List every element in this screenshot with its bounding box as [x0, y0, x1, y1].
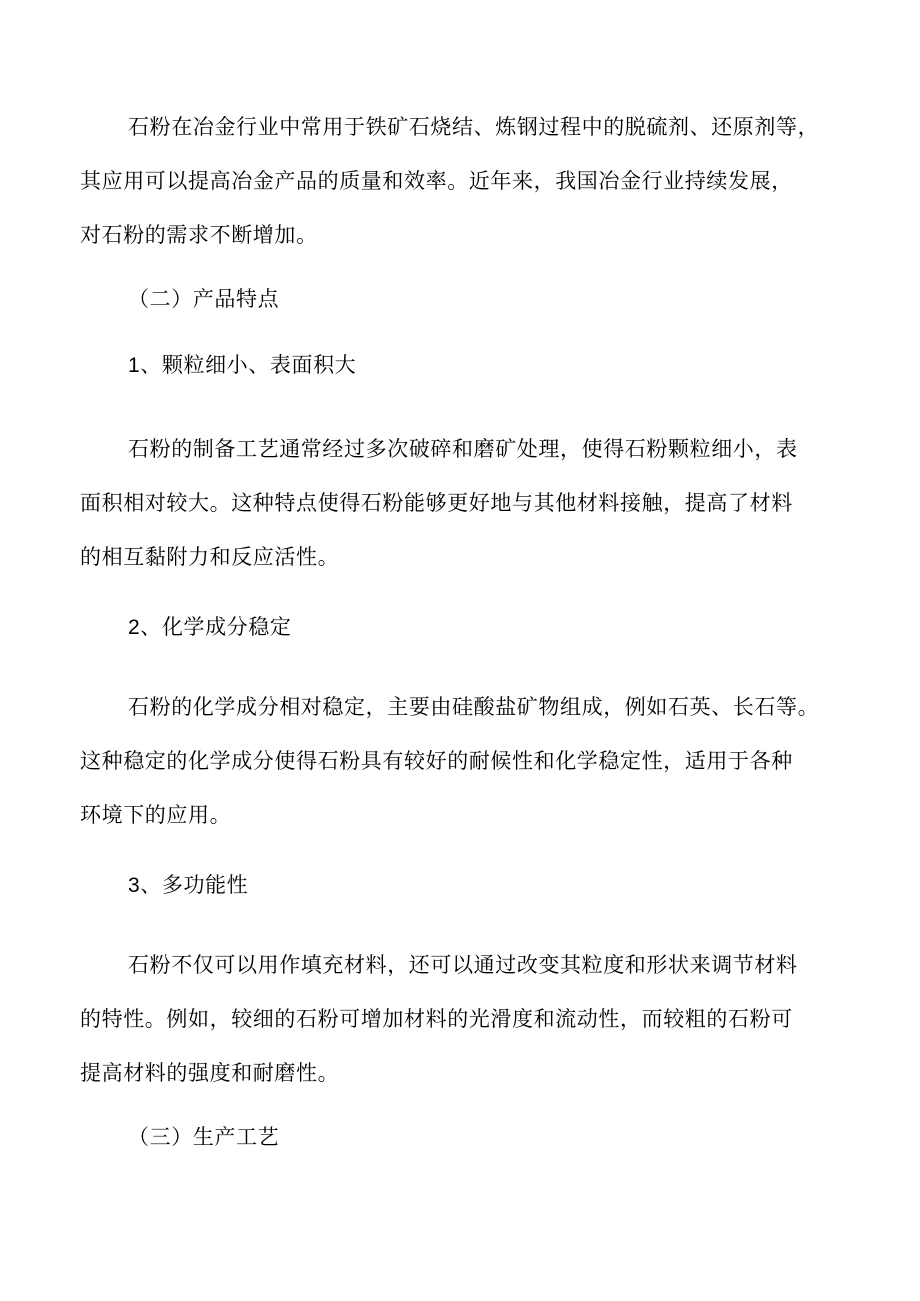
- paragraph-2-line-3: 的相互黏附力和反应活性。: [80, 545, 340, 569]
- paragraph-4-line-2: 的特性。例如，较细的石粉可增加材料的光滑度和流动性，而较粗的石粉可: [80, 1007, 793, 1031]
- paragraph-3-line-1: 石粉的化学成分相对稳定，主要由硅酸盐矿物组成，例如石英、长石等。: [128, 695, 820, 719]
- subheading-2: [128, 614, 291, 641]
- subheading-3-text: 、多功能性: [140, 873, 249, 897]
- subheading-3: [128, 872, 248, 899]
- subheading-1-text: 、颗粒细小、表面积大: [140, 353, 357, 377]
- subheading-3-number: 3: [128, 874, 141, 897]
- section-heading-production-process: （三）生产工艺: [128, 1125, 280, 1149]
- paragraph-4-line-1: 石粉不仅可以用作填充材料，还可以通过改变其粒度和形状来调节材料: [128, 953, 798, 977]
- paragraph-1-line-1: 石粉在冶金行业中常用于铁矿石烧结、炼钢过程中的脱硫剂、还原剂等，: [128, 115, 820, 139]
- paragraph-3-line-2: 这种稳定的化学成分使得石粉具有较好的耐候性和化学稳定性，适用于各种: [80, 749, 793, 773]
- paragraph-2-line-2: 面积相对较大。这种特点使得石粉能够更好地与其他材料接触，提高了材料: [80, 491, 793, 515]
- subheading-1-number: 1: [128, 354, 141, 377]
- paragraph-1-line-3: 对石粉的需求不断增加。: [80, 223, 318, 247]
- paragraph-4-line-3: 提高材料的强度和耐磨性。: [80, 1061, 340, 1085]
- paragraph-2-line-1: 石粉的制备工艺通常经过多次破碎和磨矿处理，使得石粉颗粒细小，表: [128, 437, 798, 461]
- subheading-2-number: 2: [128, 616, 141, 639]
- section-heading-product-features: （二）产品特点: [128, 287, 280, 311]
- paragraph-1-line-2: 其应用可以提高冶金产品的质量和效率。近年来，我国冶金行业持续发展，: [80, 169, 793, 193]
- subheading-2-text: 、化学成分稳定: [140, 615, 292, 639]
- subheading-1: [128, 352, 356, 379]
- paragraph-3-line-3: 环境下的应用。: [80, 803, 232, 827]
